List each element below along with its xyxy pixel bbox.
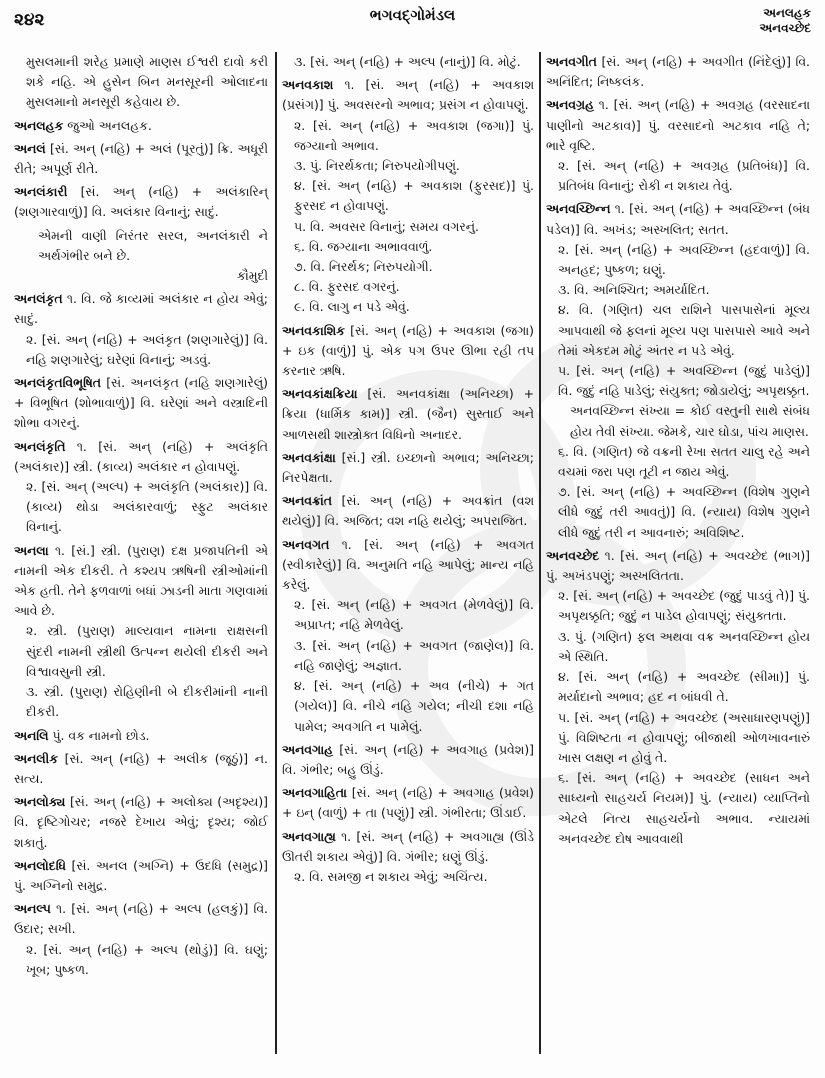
entry-text: ૧. [સં. અન્ (નહિ) + અવગાહ્ય (ઊંડે ઊતરી શકાય એવું)] વિ. ગંભીર; ઘણું ઊંડું. (282, 828, 534, 864)
column-divider (539, 52, 541, 1054)
entry-sense: ૬. [સં. અન્ (નહિ) + અવચ્છેદ (સાધન અને સાધ્યનો સાહચર્ય નિયમ)] પું. (ન્યાય) વ્યાપ્તિનો એટલે નિત્ય સાહચર્યનો અભાવ. ન્યાયમાં અનવચ્છેદ દોષ આવવાથી (558, 770, 810, 846)
entry-headword: અનલંકારી (14, 184, 68, 200)
entry-headword: અનલંકૃતવિભૂષિત (14, 375, 102, 391)
entry-sense: ૨. [સં. અન્ (નહિ) + અવકાશ (જગા)] પું. જગ્યાનો અભાવ. (294, 117, 534, 153)
dictionary-entry (546, 199, 810, 542)
entry-text: [સં. અનવકાંક્ષા (અનિચ્છા) + ક્રિયા (ધાર્મિક કામ)] સ્ત્રી. (જૈન) સુસ્તાઈ અને આળસથી શાસ્ત્રોક્ત વિધિનો અનાદર. (282, 386, 534, 442)
entry-text: [સં. અન્ (નહિ) + અલંકારિન્ (શણગારવાળું)] વિ. અલંકાર વિનાનું; સાદું. (14, 184, 268, 220)
entry-definition (14, 373, 268, 434)
quotation-text: અનવચ્છિન્ન સંખ્યા = કોઈ વસ્તુની સાથે સંબંધ હોય તેવી સંખ્યા. જેમકે, ચાર ઘોડા, પાંચ માણસ. (570, 403, 810, 439)
quotation-text: એમની વાણી નિરંતર સરલ, અનલંકારી ને અર્થગંભીર બને છે. (38, 227, 268, 263)
entry-text: ૧. વિ. જે કાવ્યમાં અલંકાર ન હોય એવું; સાદું. (14, 291, 268, 327)
entry-headword: અનવકાંક્ષા (282, 449, 336, 465)
dictionary-entry (546, 52, 810, 92)
entry-definition (282, 740, 534, 780)
entry-definition (282, 783, 534, 823)
entry-text: ૧. [સં. અન્ (નહિ) + અવગ્રહ (વરસાદના પાણીનો અટકાવ)] પું. વરસાદનો અટકાવ નહિ તે; ભારે વૃષ્ટિ. (546, 97, 810, 153)
entry-headword: અનલીક (14, 750, 58, 766)
entry-definition (14, 792, 268, 853)
guide-word-last: અનવચ્છેદ (759, 21, 811, 35)
entry-text: ૧. [સં. અન્ (નહિ) + અવકાશ (પ્રસંગ)] પું. અવસરનો અભાવ; પ્રસંગ ન હોવાપણું. (282, 77, 534, 113)
entry-text: ૧. [સં. અન્ (નહિ) + અવચ્છિન્ન (બંધ પડેલ)] વિ. અખંડ; અસ્ખલિત; સતત. (546, 201, 810, 237)
entry-definition (14, 856, 268, 896)
dictionary-entry (14, 373, 268, 434)
entry-sense: ૪. વિ. (ગણિત) ચલ રાશિને પાસપાસેનાં મૂલ્ય આપવાથી જે ફલનાં મૂલ્ય પણ પાસપાસે આવે અને તેમાં એકદમ મોટું અંતર ન પડે એવું. (558, 302, 810, 358)
dictionary-entry (14, 139, 268, 179)
entry-sense: ૫. [સં. અન્ (નહિ) + અવચ્છિન્ન (જુદું પાડેલું)] વિ. જુદું નહિ પાડેલું; સંયુક્ત; જોડાયેલું; અપૃથક્કૃત. (558, 363, 810, 399)
entry-definition (546, 95, 810, 156)
entry-definition (14, 182, 268, 222)
entry-text: ૧. [સં. અન્ (નહિ) + અલ્પ (હલકું)] વિ. ઉદાર; સખી. (14, 901, 268, 937)
dictionary-entry (282, 535, 534, 737)
dictionary-entry (282, 75, 534, 317)
dictionary-entry (282, 491, 534, 531)
entry-headword: અનવગત (282, 536, 330, 552)
entry-headword: અનવચ્છેદ (546, 547, 600, 563)
entry-definition (546, 52, 810, 92)
entry-text: ૧. [સં. અન્ (નહિ) + અલંકૃતિ (અલંકાર)] સ્ત્રી. (કાવ્ય) અલંકાર ન હોવાપણું. (14, 438, 268, 474)
entry-text: [સં.] સ્ત્રી. ઇચ્છાનો અભાવ; અનિચ્છા; નિરપેક્ષતા. (282, 449, 534, 486)
entry-text: પું. વક નામનો છોડ. (52, 727, 150, 743)
dictionary-entry (282, 783, 534, 823)
book-title: ભગવદ્ગોમંડલ (369, 6, 456, 24)
entry-definition (14, 726, 268, 746)
column-3 (546, 52, 810, 852)
entry-text: જુઓ અનલહક. (67, 117, 152, 133)
entry-definition (282, 827, 534, 867)
entry-text: મુસલમાની શરેહ પ્રમાણે માણસ ઈશ્વરી દાવો કરી શકે નહિ. એ હુસેન બિન મનસૂરની ઓલાદના મુસલમાનો મનસૂરી કહેવાય છે. (26, 54, 268, 110)
entry-sense: ૮. વિ. ફુરસદ વગરનું. (294, 279, 400, 295)
column-divider (275, 52, 277, 1054)
dictionary-entry (14, 541, 268, 723)
entry-headword: અનવગાહ્ય (282, 828, 336, 844)
guide-words (760, 6, 812, 36)
entry-text: [સં. અન્ (નહિ) + અવગીત (નિંદેલું)] વિ. અનિંદિત; નિષ્કલંક. (546, 54, 810, 90)
entry-definition (546, 546, 810, 586)
entry-sense: ૨. [સં. અન્ (નહિ) + અલંકૃત (શણગારેલું)] વિ. નહિ શણગારેલું; ઘરેણાં વિનાનું; અડવું. (26, 331, 268, 367)
guide-word-first: અનલહક (763, 6, 811, 20)
entry-sense: ૫. [સં. અન્ (નહિ) + અવચ્છેદ (અસાધારણપણું)] પું. વિશિષ્ટતા ન હોવાપણું; બીજાથી ઓળખાવનારું ખાસ લક્ષણ ન હોવું તે. (558, 709, 810, 765)
entry-sense: ૭. વિ. નિરર્થક; નિરુપયોગી. (294, 259, 433, 275)
entry-definition (14, 749, 268, 789)
entry-text: [સં. અનલંકૃત (નહિ શણગારેલું) + વિભૂષિત (શોભાવાળું)] વિ. ઘરેણાં અને વસ્ત્રાદિની શોભા વગરનું. (14, 375, 268, 431)
entry-text: ૧. [સં.] સ્ત્રી. (પુરાણ) દક્ષ પ્રજાપતિની એ નામની એક દીકરી. તે કશ્યપ ઋષિની સ્ત્રીઓમાંની એક હતી. તેને ફળવાળાં બધાં ઝાડની માતા ગણવામાં આવે છે. (14, 542, 268, 619)
entry-headword: અનવકાંક્ષક્રિયા (282, 386, 358, 402)
entry-sense: ૩. [સં. અન્ (નહિ) + અવગત (જાણેલ)] વિ. નહિ જાણેલું; અજ્ઞાત. (294, 637, 534, 673)
entry-headword: અનલંકૃત (14, 291, 63, 307)
entry-sense: ૨. [સં. અન્ (નહિ) + અવગત (મેળવેલું)] વિ. અપ્રાપ્ત; નહિ મેળવેલું. (294, 597, 534, 633)
dictionary-entry (14, 116, 268, 136)
entry-headword: અનવગાહિતા (282, 785, 347, 801)
dictionary-entry (282, 448, 534, 488)
quotation-source: કૌમુદી (236, 268, 268, 284)
entry-definition (14, 116, 268, 136)
dictionary-entry (546, 546, 810, 849)
entry-definition (282, 321, 534, 382)
dictionary-entry (14, 749, 268, 789)
entry-sense: ૩. પું. નિરર્થકતા; નિરુપયોગીપણું. (294, 158, 460, 174)
dictionary-entry (14, 52, 268, 113)
entry-headword: અનવકાશિક (282, 322, 345, 338)
dictionary-entry (14, 289, 268, 370)
entry-text: [સં. અન્ (નહિ) + અલોક્ય (અદૃશ્ય)] વિ. દૃષ્ટિગોચર; નજરે દેખાય એવું; દૃશ્ય; જોઈ શકાતું. (14, 794, 268, 850)
entry-headword: અનવચ્છિન્ન (546, 201, 611, 217)
dictionary-entry (282, 827, 534, 888)
entry-headword: અનલં (14, 140, 46, 156)
entry-sense: ૬. વિ. જગ્યાના અભાવવાળું. (294, 238, 433, 254)
entry-definition (14, 139, 268, 179)
entry-definition (546, 199, 810, 239)
entry-sense: ૯. વિ. લાગુ ન પડે એવું. (294, 299, 410, 315)
entry-headword: અનલોદધિ (14, 857, 66, 873)
entry-headword: અનલંકૃતિ (14, 438, 66, 454)
entry-sense: ૩. સ્ત્રી. (પુરાણ) રોહિણીની બે દીકરીમાંની નાની દીકરી. (26, 684, 268, 720)
dictionary-entry (14, 437, 268, 538)
entry-sense: ૪. [સં. અન્ (નહિ) + અવ (નીચે) + ગત (ગયેલ)] વિ. નીચે નહિ ગયેલ; નીચી દશા નહિ પામેલ; અવગતિ ન પામેલું. (294, 678, 534, 734)
dictionary-entry (14, 182, 268, 222)
dictionary-entry (14, 792, 268, 853)
entry-text: [સં. અન્ (નહિ) + અલં (પૂરતું)] ક્રિ. અધૂરી રીતે; અપૂર્ણ રીતે. (14, 140, 268, 177)
dictionary-entry (282, 321, 534, 382)
entry-headword: અનવક્રાંત (282, 493, 333, 509)
dictionary-entry (282, 740, 534, 780)
page-number: ૨૪૨ (14, 10, 45, 30)
entry-headword: અનલહક (14, 117, 64, 133)
entry-definition (282, 384, 534, 445)
dictionary-entry (14, 899, 268, 980)
entry-text: [સં. અન્ (નહિ) + અવગાહ (પ્રવેશ) + ઇન્ (વાળું) + તા (પણું)] સ્ત્રી. ગંભીરતા; ઊંડાઈ. (282, 785, 534, 821)
dictionary-entry (14, 226, 268, 287)
entry-headword: અનવગીત (546, 54, 597, 69)
entry-quotation (14, 226, 268, 287)
entry-sense: ૪. [સં. અન્ (નહિ) + અવચ્છેદ (સીમા)] પું. મર્યાદાનો અભાવ; હદ ન બાંધવી તે. (558, 669, 810, 705)
entry-sense: ૩. વિ. અનિશ્ચિત; અમર્યાદિત. (558, 282, 710, 298)
entry-sense: ૨. [સં. અન્ (નહિ) + અવગ્રહ (પ્રતિબંધ)] વિ. પ્રતિબંધ વિનાનું; રોકી ન શકાય તેવું. (558, 158, 810, 194)
entry-headword: અનવગ્રહ (546, 97, 594, 113)
entry-headword: અનવગાહ (282, 741, 333, 757)
entry-definition (14, 289, 268, 329)
entry-text: [સં. અનલ (અગ્નિ) + ઉદધિ (સમુદ્ર)] પું. અગ્નિનો સમુદ્ર. (14, 857, 268, 893)
entry-headword: અનવકાશ (282, 77, 334, 93)
entry-definition (282, 535, 534, 596)
entry-sense: ૨. [સં. અન્ (નહિ) + અલ્પ (થોડું)] વિ. ઘણું; ખૂબ; પુષ્કળ. (26, 941, 268, 977)
dictionary-entry (282, 384, 534, 445)
entry-definition (282, 491, 534, 531)
entry-sense: ૭. [સં. અન્ (નહિ) + અવચ્છિન્ન (વિશેષ ગુણને લીધે જુદું તરી આવતું)] વિ. (ન્યાય) વિશેષ ગુણને લીધે જુદું તરી ન આવનારું; અવિશિષ્ટ. (558, 484, 810, 540)
entry-text: [સં. અન્ (નહિ) + અવક્રાંત (વશ થયેલું)] વિ. અજિત; વશ નહિ થયેલું; અપરાજિત. (282, 493, 534, 529)
entry-sense: ૨. સ્ત્રી. (પુરાણ) માલ્યવાન નામના રાક્ષસની સુંદરી નામની સ્ત્રીથી ઉત્પન્ન થયેલી દીકરી અને વિશ્વાવસુની સ્ત્રી. (26, 623, 268, 679)
entry-definition (14, 52, 268, 113)
entry-headword: અનલ્પ (14, 901, 51, 917)
entry-quotation (546, 401, 810, 441)
entry-text: [સં. અન્ (નહિ) + અવકાશ (જગા) + ઇક (વાળું)] પું. એક પગ ઉપર ઊભા રહી તપ કરનાર ઋષિ. (282, 322, 534, 379)
entry-text: ૧. [સં. અન્ (નહિ) + અવગત (સ્વીકારેલું)] વિ. અનુમતિ નહિ આપેલું; માન્ય નહિ કરેલું. (282, 536, 534, 593)
entry-sense: ૨. [સં. અન્ (નહિ) + અવચ્છેદ (જુદું પાડવું તે)] પું. અપૃથક્કૃતિ; જુદું ન પાડેલ હોવાપણું; સંયુક્તતા. (558, 588, 810, 624)
entry-sense: ૪. [સં. અન્ (નહિ) + અવકાશ (ફુરસદ)] પું. ફુરસદ ન હોવાપણું. (294, 178, 534, 214)
entry-headword: અનલોક્ય (14, 794, 66, 810)
dictionary-entry (546, 95, 810, 196)
entry-sense: ૩. [સં. અન્ (નહિ) + અલ્પ (નાનું)] વિ. મોટું. (294, 54, 521, 69)
entry-text: ૧. [સં. અન્ (નહિ) + અવચ્છેદ (ભાગ)] પું. અખંડપણું; અસ્ખલિતતા. (546, 547, 810, 584)
entry-definition (14, 437, 268, 477)
dictionary-entry (14, 856, 268, 896)
entry-sense: ૨. [સં. અન્ (નહિ) + અવચ્છિન્ન (હદવાળું)] વિ. અનહદ; પુષ્કળ; ઘણું. (558, 241, 810, 278)
column-2 (282, 52, 534, 890)
entry-text: [સં. અન્ (નહિ) + અવગાહ (પ્રવેશ)] વિ. ગંભીર; બહુ ઊંડું. (282, 741, 534, 777)
entry-sense: ૩. પું. (ગણિત) ફલ અથવા વક્ર અનવચ્છિન્ન હોય એ સ્થિતિ. (558, 628, 810, 664)
dictionary-entry (14, 726, 268, 746)
entry-definition (14, 541, 268, 622)
entry-headword: અનલા (14, 542, 49, 558)
entry-sense: ૫. વિ. અવસર વિનાનું; સમય વગરનું. (294, 218, 479, 234)
entry-sense: ૨. વિ. સમજી ન શકાય એવું; અચિંત્ય. (294, 868, 488, 884)
entry-headword: અનલિ (14, 727, 49, 743)
entry-definition (282, 448, 534, 488)
column-1 (14, 52, 268, 983)
entry-definition (14, 899, 268, 939)
entry-definition (282, 75, 534, 115)
dictionary-entry (282, 52, 534, 72)
entry-sense: ૬. વિ. (ગણિત) જે વક્રની રેખા સતત ચાલુ રહે અને વચમાં જરા પણ તૂટી ન જાય એવું. (558, 443, 810, 480)
entry-text: [સં. અન્ (નહિ) + અલીક (જૂઠું)] ન. સત્ય. (14, 750, 268, 786)
entry-sense: ૨. [સં. અન્ (અલ્પ) + અલંકૃતિ (અલંકાર)] વિ. (કાવ્ય) થોડા અલંકારવાળું; સ્ફુટ અલંકાર વિનાનું. (26, 479, 268, 535)
